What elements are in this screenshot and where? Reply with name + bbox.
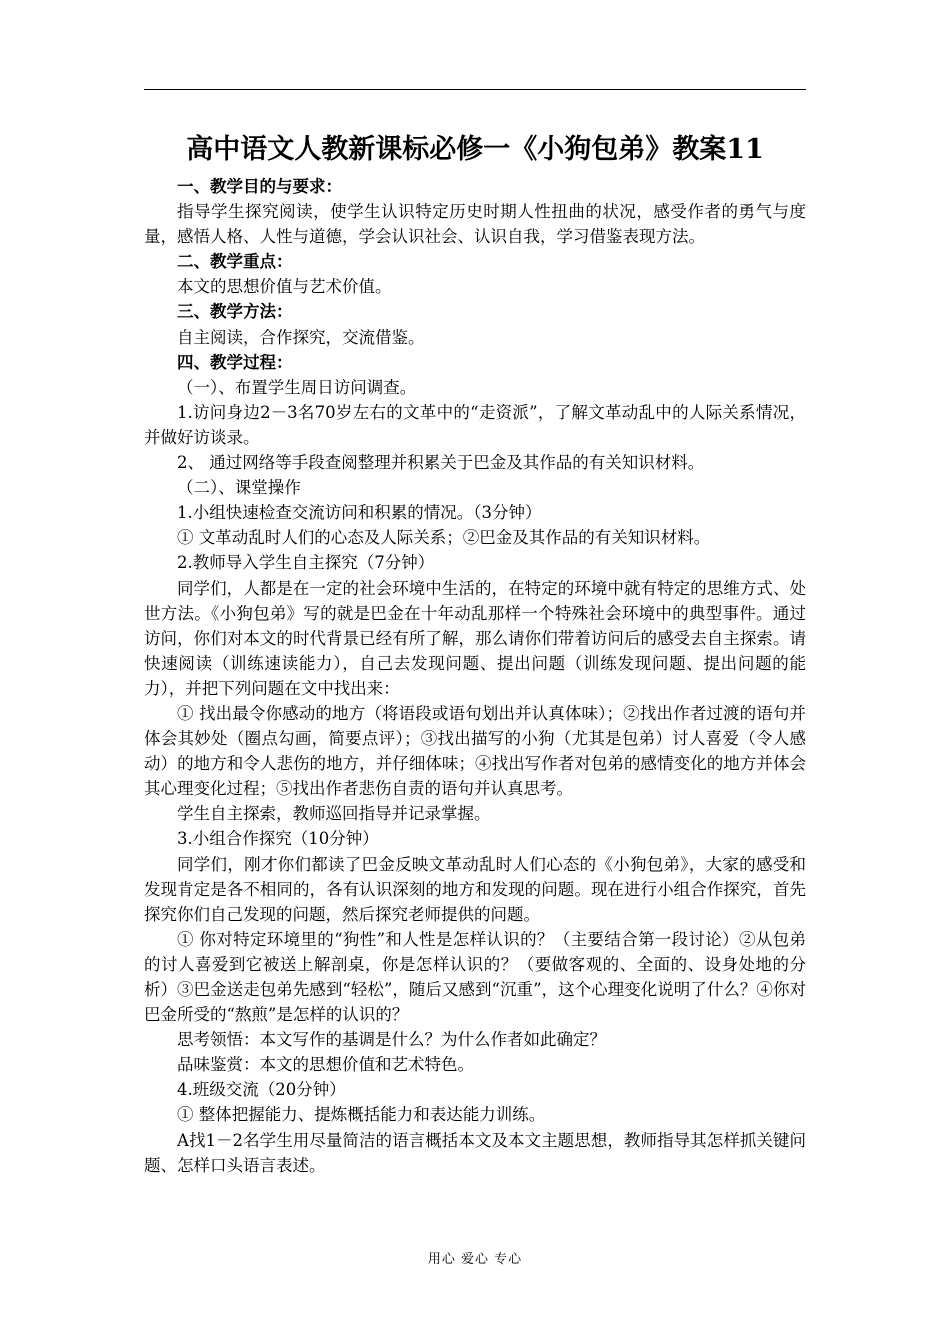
body-paragraph: A找1－2名学生用尽量简洁的语言概括本文及本文主题思想，教师指导其怎样抓关键问题、怎样口头语言表述。: [144, 1130, 806, 1175]
body-paragraph: 学生自主探索，教师巡回指导并记录掌握。: [177, 804, 491, 824]
body-paragraph: ① 整体把握能力、提炼概括能力和表达能力训练。: [177, 1105, 546, 1125]
body-paragraph: 1.小组快速检查交流访问和积累的情况。（3分钟）: [177, 503, 542, 523]
body-paragraph: 1.访问身边2－3名70岁左右的文革中的“走资派”，了解文革动乱中的人际关系情况，并做好访谈录。: [144, 402, 806, 447]
body-paragraph: 思考领悟：本文写作的基调是什么？为什么作者如此确定？: [177, 1030, 606, 1050]
body-paragraph: 2、 通过网络等手段查阅整理并积累关于巴金及其作品的有关知识材料。: [177, 453, 705, 473]
section-heading: 三、教学方法：: [177, 302, 293, 322]
body-paragraph: 自主阅读，合作探究，交流借鉴。: [177, 327, 425, 347]
document-title: 高中语文人教新课标必修一《小狗包弟》教案11: [186, 134, 764, 165]
body-paragraph: 2.教师导入学生自主探究（7分钟）: [177, 553, 435, 573]
body-paragraph: 同学们，刚才你们都读了巴金反映文革动乱时人们心态的《小狗包弟》，大家的感受和发现肯定是各不相同的，各有认识深刻的地方和发现的问题。现在进行小组合作探究，首先探究你们自己发现的问题，然后探究老师提供的问题。: [144, 854, 806, 924]
body-paragraph: ① 找出最令你感动的地方（将语段或语句划出并认真体味）；②找出作者过渡的语句并体会其妙处（圈点勾画，简要点评）；③找出描写的小狗（尤其是包弟）讨人喜爱（令人感动）的地方和令人悲伤的地方，并仔细体味；④找出写作者对包弟的感情变化的地方并体会其心理变化过程；⑤找出作者悲伤自责的语句并认真思考。: [144, 703, 806, 799]
document-body: [144, 126, 806, 1178]
body-paragraph: ① 文革动乱时人们的心态及人际关系；②巴金及其作品的有关知识材料。: [177, 528, 711, 548]
body-paragraph: （二）、课堂操作: [177, 478, 301, 498]
body-paragraph: 同学们，人都是在一定的社会环境中生活的，在特定的环境中就有特定的思维方式、处世方法。《小狗包弟》写的就是巴金在十年动乱那样一个特殊社会环境中的典型事件。通过访问，你们对本文的时代背景已经有所了解，那么请你们带着访问后的感受去自主探索。请快速阅读（训练速读能力），自己去发现问题、提出问题（训练发现问题、提出问题的能力），并把下列问题在文中找出来：: [144, 578, 806, 698]
body-paragraph: 4.班级交流（20分钟）: [177, 1080, 346, 1100]
body-paragraph: ① 你对特定环境里的“狗性”和人性是怎样认识的？（主要结合第一段讨论）②从包弟的讨人喜爱到它被送上解剖桌，你是怎样认识的？（要做客观的、全面的、设身处地的分析）③巴金送走包弟先感到“轻松”，随后又感到“沉重”，这个心理变化说明了什么？④你对巴金所受的“熬煎”是怎样的认识的？: [144, 929, 806, 1025]
body-paragraph: 品味鉴赏：本文的思想价值和艺术特色。: [177, 1055, 474, 1075]
body-paragraph: （一）、布置学生周日访问调查。: [177, 377, 417, 397]
section-heading: 二、教学重点：: [177, 252, 293, 272]
header-rule: [144, 89, 806, 90]
body-paragraph: 本文的思想价值与艺术价值。: [177, 277, 392, 297]
body-paragraph: 3.小组合作探究（10分钟）: [177, 829, 379, 849]
page-footer: 用心 爱心 专心: [427, 1252, 523, 1267]
body-paragraph: 指导学生探究阅读，使学生认识特定历史时期人性扭曲的状况，感受作者的勇气与度量，感悟人格、人性与道德，学会认识社会、认识自我，学习借鉴表现方法。: [144, 202, 806, 247]
section-heading: 四、教学过程：: [177, 352, 293, 372]
section-heading: 一、教学目的与要求：: [177, 177, 342, 196]
paragraph-list: [144, 174, 806, 1178]
